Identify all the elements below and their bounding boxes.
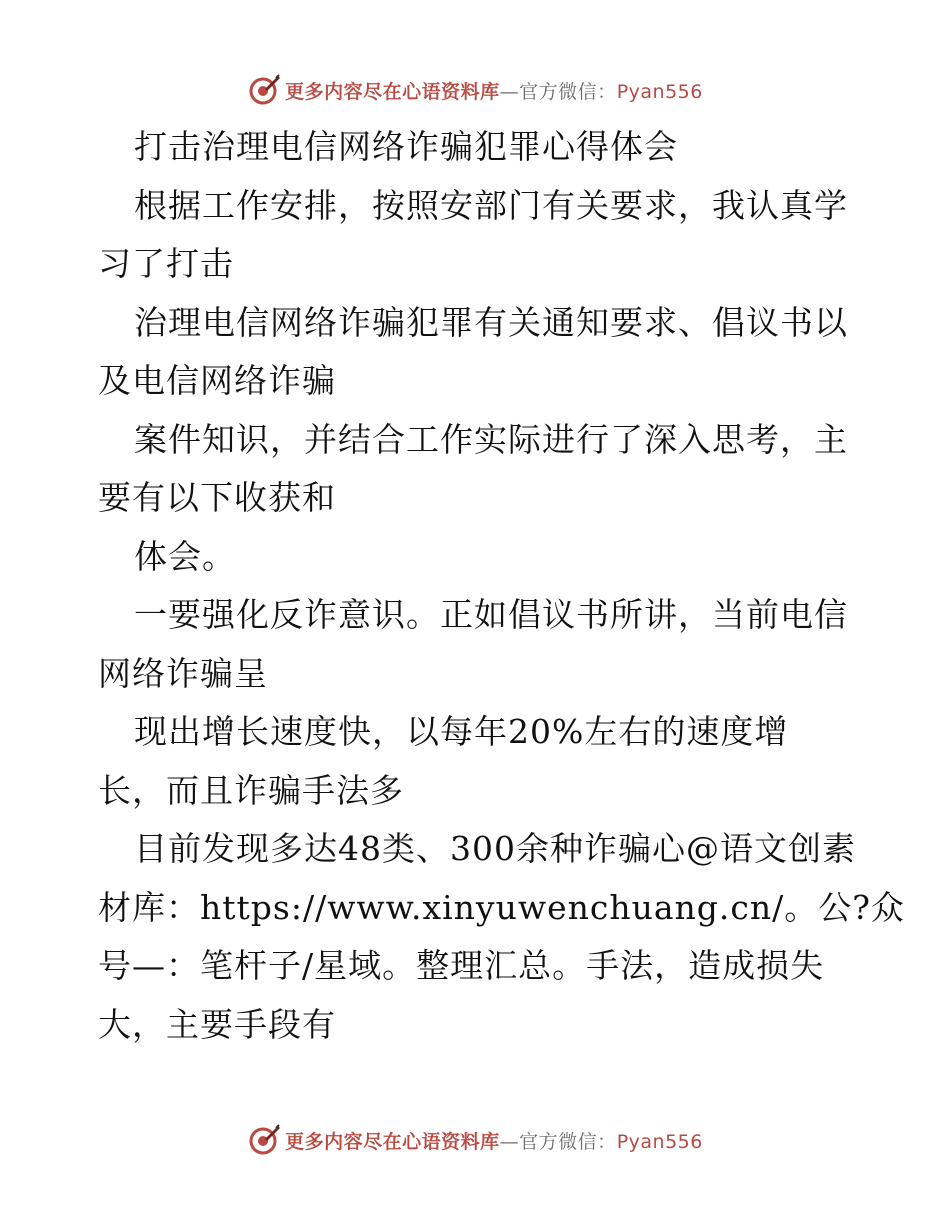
document-line: 现出增长速度快，以每年20%左右的速度增 (134, 712, 789, 751)
banner-separator: — (499, 1130, 520, 1153)
banner-separator: — (499, 80, 520, 103)
pen-nib-logo-icon (247, 1123, 281, 1157)
document-line: 目前发现多达48类、300余种诈骗心@语文创素 (134, 829, 856, 868)
document-body (98, 118, 905, 1054)
banner-text (285, 1127, 703, 1154)
document-line: 要有以下收获和 (98, 478, 336, 517)
footer-banner (0, 1120, 950, 1160)
banner-main-text: 更多内容尽在心语资料库 (285, 1130, 500, 1153)
banner-official-label: 官方微信： (519, 1130, 617, 1153)
document-line: 治理电信网络诈骗犯罪有关通知要求、倡议书以 (134, 302, 848, 342)
document-line: 号—：笔杆子/星域。整理汇总。手法，造成损失 (98, 946, 825, 985)
document-line: 习了打击 (98, 244, 234, 283)
banner-official-label: 官方微信： (519, 80, 617, 103)
banner-main-text: 更多内容尽在心语资料库 (285, 80, 500, 103)
document-line: 案件知识，并结合工作实际进行了深入思考，主 (134, 419, 848, 459)
banner-handle: Pyan556 (616, 1130, 703, 1153)
document-line: 及电信网络诈骗 (98, 361, 336, 400)
document-line: 一要强化反诈意识。正如倡议书所讲，当前电信 (134, 595, 848, 634)
document-line: 根据工作安排，按照安部门有关要求，我认真学 (134, 185, 848, 225)
banner-handle: Pyan556 (616, 80, 703, 103)
document-line: 材库：https://www.xinyuwenchuang.cn/。公?众 (98, 887, 905, 927)
document-line: 网络诈骗呈 (98, 653, 268, 693)
document-line: 长，而且诈骗手法多 (98, 770, 404, 810)
header-banner (0, 70, 950, 110)
pen-nib-logo-icon (247, 73, 281, 107)
document-line: 大，主要手段有 (98, 1004, 336, 1044)
document-line: 体会。 (134, 536, 236, 576)
banner-text (285, 77, 703, 104)
document-line: 打击治理电信网络诈骗犯罪心得体会 (134, 127, 678, 166)
